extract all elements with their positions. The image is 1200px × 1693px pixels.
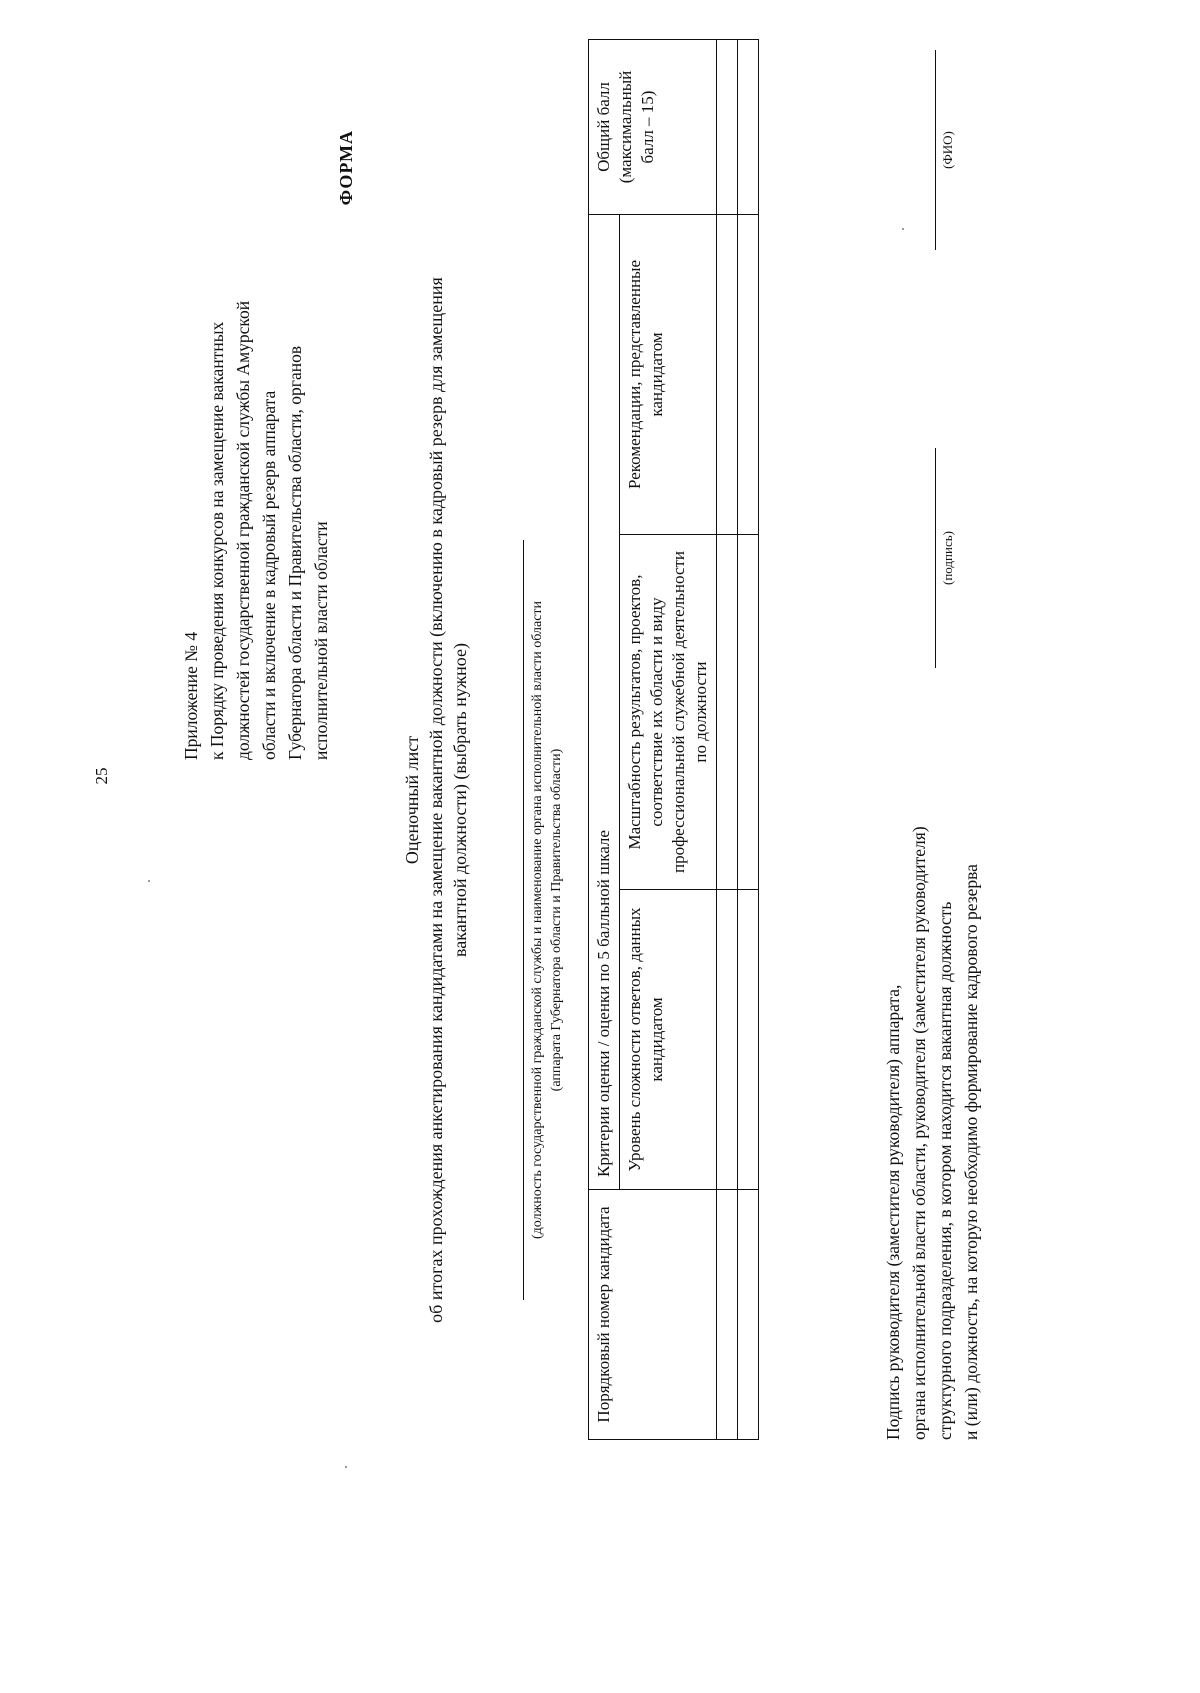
signature-line-text: Подпись руководителя (заместителя руководителя) аппарата, [883,984,903,1440]
signature-fill-line [935,448,936,668]
header-criterion-complexity: Уровень сложности ответов, данных кандидатом [620,890,717,1190]
signature-line-text: и (или) должность, на которую необходимо формирование кадрового резерва [961,864,981,1440]
header-criterion-scale: Масштабность результатов, проектов, соответствие их области и виду профессиональной служебной деятельности по должности [620,535,717,890]
header-total-score [589,40,717,215]
total-line: Общий балл [594,82,613,172]
scan-speck [148,880,150,882]
caption-line: (должность государственной гражданской службы и наименование органа исполнительной власти области [530,600,545,1240]
caption-line: (аппарата Губернатора области и Правительства области) [549,748,564,1092]
header-candidate-number: Порядковый номер кандидата [589,1190,717,1440]
title-line: вакантной должности) (выбрать нужное) [450,643,470,957]
table-cell [738,215,759,535]
table-cell [717,535,738,890]
form-label: ФОРМА [336,130,356,206]
appendix-line: к Порядку проведения конкурсов на замещение вакантных [207,321,227,760]
signature-line-text: структурного подразделения, в котором находится вакантная должность [935,901,955,1440]
appendix-line: должностей государственной гражданской службы Амурской [233,300,253,760]
page-number: 25 [92,767,111,785]
name-caption: (ФИО) [940,131,955,169]
assessment-table [588,39,759,1440]
table-cell [717,1190,738,1440]
signature-block [880,680,984,1440]
appendix-line: области и включение в кадровый резерв аппарата [259,390,279,760]
table-cell [738,40,759,215]
appendix-line: Губернатора области и Правительства области, органов [285,345,305,760]
table-row [738,40,759,1440]
position-fill-line [523,540,524,1300]
document-title [400,20,472,1580]
table-cell [717,40,738,215]
table-cell [738,1190,759,1440]
name-fill-line [935,50,936,250]
appendix-header [178,20,334,760]
table-cell [717,215,738,535]
signature-line-text: органа исполнительной власти области, руководителя (заместителя руководителя) [909,826,929,1440]
title-line: Оценочный лист [402,735,422,865]
appendix-line: Приложение № 4 [181,631,201,760]
appendix-line: исполнительной власти области [311,521,331,760]
title-line: об итогах прохождения анкетирования кандидатами на замещение вакантной должности (включению в кадровый резерв для замещения [426,277,446,1323]
position-caption [528,370,566,1470]
rotated-page-content [0,20,1200,1640]
table-cell [738,890,759,1190]
total-line: балл – 15) [638,90,657,164]
total-line: (максимальный [616,70,635,184]
table-cell [717,890,738,1190]
scan-speck [902,228,904,230]
header-criterion-recommendations: Рекомендации, представленные кандидатом [620,215,717,535]
signature-caption: (подпись) [940,531,955,585]
table-row [717,40,738,1440]
header-criteria: Критерии оценки / оценки по 5 балльной шкале [589,215,620,1190]
table-cell [738,535,759,890]
scan-speck [345,1466,347,1468]
